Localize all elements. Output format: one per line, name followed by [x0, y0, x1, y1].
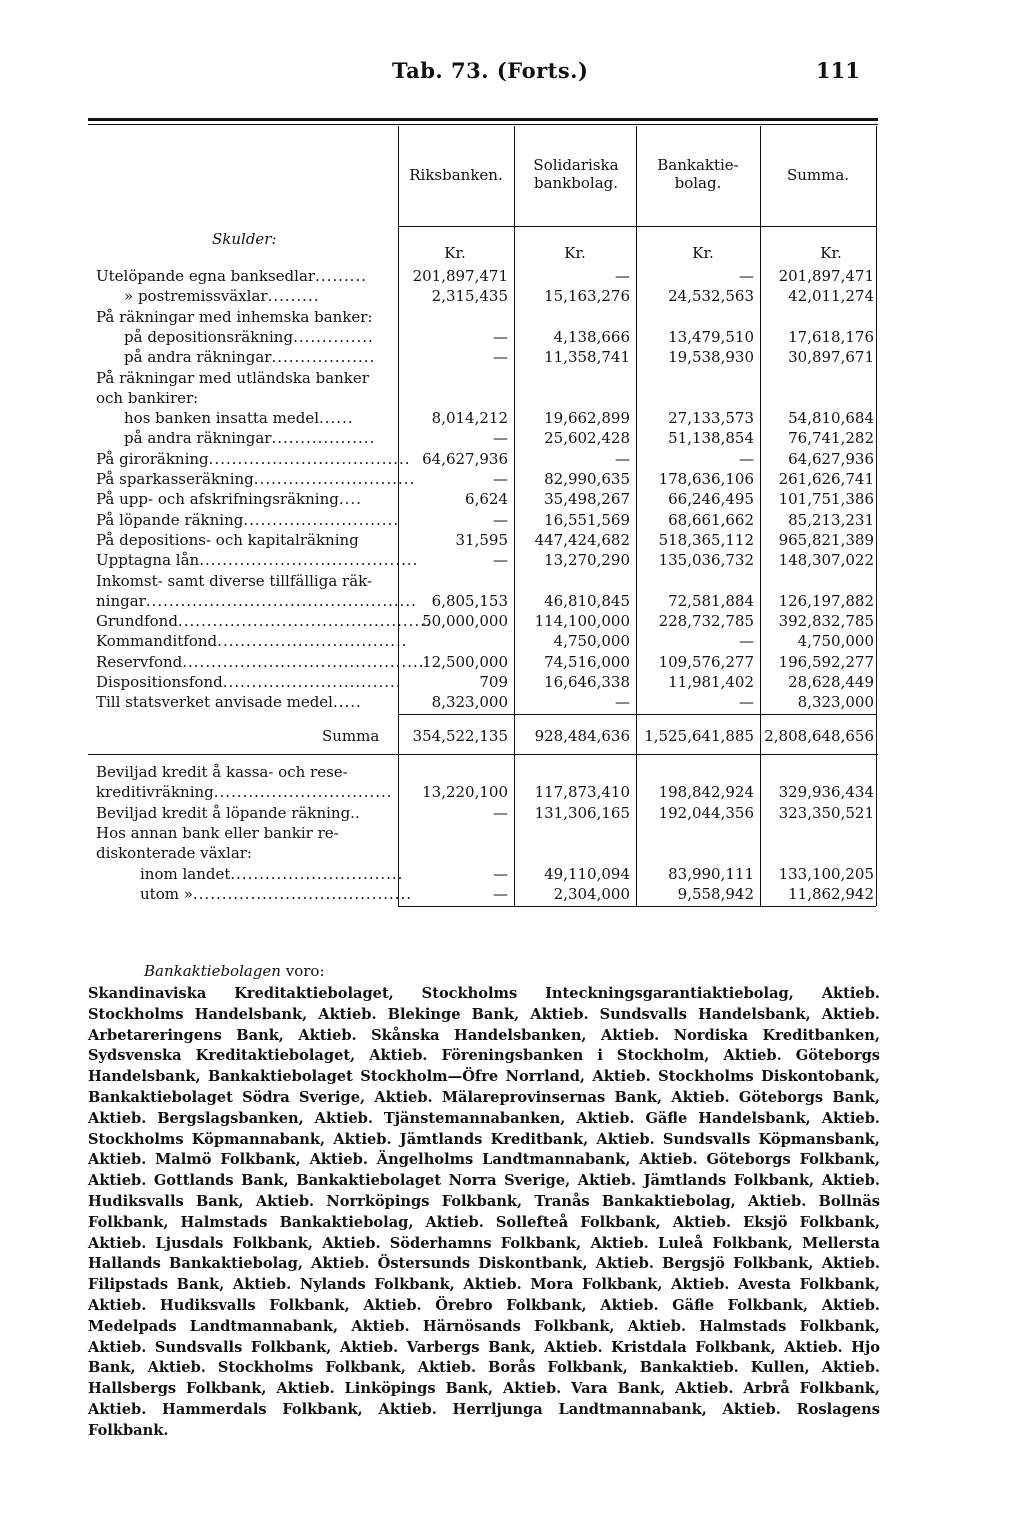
- cell-value: —: [493, 348, 508, 367]
- cell-value: 201,897,471: [778, 267, 874, 285]
- cell-value: 35,498,267: [544, 490, 630, 509]
- cell-value: —: [739, 449, 754, 468]
- row-label: [96, 530, 359, 551]
- col-header-summa: Summa.: [786, 166, 850, 184]
- row-label: [96, 307, 373, 328]
- row-label: [96, 368, 369, 389]
- row-leader-dots: ......: [319, 409, 354, 428]
- cell-value: 131,306,165: [534, 803, 630, 822]
- row-label-text: Beviljad kredit å kassa- och rese-: [96, 763, 348, 781]
- cell-value: 126,197,882: [778, 591, 874, 610]
- cell-value: —: [615, 449, 630, 468]
- cell-value: —: [493, 864, 508, 883]
- summa-label: Summa: [322, 727, 380, 745]
- row-label-text: Upptagna lån: [96, 551, 200, 570]
- cell-value: 228,732,785: [658, 612, 754, 631]
- row-leader-dots: ......................................: [199, 551, 419, 570]
- cell-value: 148,307,022: [778, 551, 874, 570]
- row-label: [96, 449, 411, 470]
- row-label: [96, 672, 402, 693]
- cell-value: 11,981,402: [668, 673, 754, 691]
- section-label-skulder: Skulder:: [212, 230, 277, 248]
- cell-value: 198,842,924: [658, 783, 754, 802]
- cell-value: 11,862,942: [788, 884, 874, 903]
- cell-value: 15,163,276: [544, 287, 630, 306]
- table-top-rule: [88, 118, 878, 121]
- cell-value: —: [493, 551, 508, 570]
- col-header-bankaktiebolag: Bankaktie-bolag.: [657, 156, 739, 192]
- row-label-text: På sparkasseräkning: [96, 470, 254, 488]
- row-label-text: Inkomst- samt diverse tillfälliga räk-: [96, 571, 373, 590]
- row-leader-dots: ...................................: [208, 449, 411, 468]
- summa-solidariska: 928,484,636: [534, 727, 630, 745]
- table-row: [96, 611, 876, 632]
- cell-value: —: [739, 267, 754, 285]
- row-label-text: inom landet: [140, 864, 231, 883]
- cell-value: 66,246,495: [668, 490, 754, 509]
- row-label-text: hos banken insatta medel: [124, 409, 319, 428]
- cell-value: 13,479,510: [668, 327, 754, 346]
- cell-value: 392,832,785: [778, 612, 874, 631]
- cell-value: —: [739, 693, 754, 712]
- cell-value: 12,500,000: [422, 652, 508, 671]
- row-label: [96, 843, 252, 864]
- cell-value: —: [493, 429, 508, 448]
- row-label-text: kreditivräkning: [96, 783, 214, 802]
- cell-value: 9,558,942: [677, 884, 754, 903]
- row-label-text: På depositions- och kapitalräkning: [96, 530, 359, 549]
- row-label-text: Utelöpande egna banksedlar: [96, 267, 316, 285]
- unit-kr: Kr.: [564, 244, 586, 262]
- cell-value: 54,810,684: [788, 409, 874, 428]
- cell-value: 135,036,732: [658, 551, 754, 570]
- row-label: [96, 550, 419, 571]
- cell-value: 196,592,277: [778, 652, 874, 671]
- cell-value: 2,304,000: [553, 884, 630, 903]
- row-label-text: ningar: [96, 591, 146, 610]
- unit-kr: Kr.: [820, 244, 842, 262]
- row-label: [96, 762, 348, 783]
- cell-value: 42,011,274: [788, 287, 874, 306]
- table-row: [96, 884, 876, 905]
- row-label: [96, 571, 372, 592]
- table-row: [96, 782, 876, 803]
- cell-value: 24,532,563: [668, 287, 754, 306]
- row-label: [96, 469, 416, 490]
- cell-value: 13,220,100: [422, 783, 508, 802]
- row-label: [96, 782, 393, 803]
- row-label: [140, 864, 404, 885]
- cell-value: 30,897,671: [788, 348, 874, 367]
- summa-total: 2,808,648,656: [764, 727, 874, 745]
- row-label: [124, 408, 354, 429]
- table-row: [96, 864, 876, 885]
- table-row: [96, 388, 876, 409]
- row-label-text: På giroräkning: [96, 449, 209, 468]
- col-rule-5: [876, 126, 877, 906]
- cell-value: 192,044,356: [658, 803, 754, 822]
- cell-value: 19,662,899: [544, 409, 630, 428]
- cell-value: —: [615, 267, 630, 285]
- cell-value: 16,646,338: [544, 673, 630, 691]
- cell-value: 11,358,741: [544, 348, 630, 367]
- row-label: [124, 347, 375, 368]
- table-row: [96, 692, 876, 713]
- row-label: [96, 388, 198, 409]
- row-label: [96, 631, 408, 652]
- note-title-italic: Bankaktiebolagen: [144, 962, 281, 980]
- cell-value: —: [493, 470, 508, 488]
- row-label-text: På upp- och afskrifningsräkning: [96, 490, 339, 509]
- cell-value: —: [615, 693, 630, 712]
- row-label-text: Kommanditfond: [96, 632, 218, 651]
- page-number: 111: [816, 58, 860, 83]
- table-row: [96, 408, 876, 429]
- cell-value: 25,602,428: [544, 429, 630, 448]
- row-label-text: utom »: [140, 884, 193, 903]
- summa-riksbanken: 354,522,135: [412, 727, 508, 745]
- table-row: [96, 428, 876, 449]
- cell-value: 6,624: [465, 490, 508, 509]
- table-row: [96, 347, 876, 368]
- row-label-text: På löpande räkning: [96, 510, 244, 529]
- cell-value: —: [493, 510, 508, 529]
- cell-value: 965,821,389: [778, 530, 874, 549]
- cell-value: 261,626,741: [778, 470, 874, 488]
- table-row: [96, 803, 876, 824]
- row-leader-dots: ..............: [293, 327, 374, 346]
- cell-value: 74,516,000: [544, 652, 630, 671]
- cell-value: 178,636,106: [658, 470, 754, 488]
- cell-value: 8,014,212: [431, 409, 508, 428]
- row-label: [124, 428, 375, 449]
- row-label-text: på andra räkningar: [124, 348, 272, 367]
- table-row: [96, 762, 876, 783]
- cell-value: —: [493, 884, 508, 903]
- row-leader-dots: ......................................: [192, 884, 413, 903]
- summa-rule: [398, 714, 876, 715]
- cell-value: 64,627,936: [788, 449, 874, 468]
- summa-bankaktiebolag: 1,525,641,885: [644, 727, 754, 745]
- summa-row: [96, 726, 876, 747]
- unit-kr: Kr.: [444, 244, 466, 262]
- row-leader-dots: ...............................: [213, 783, 393, 802]
- row-label-text: Dispositionsfond: [96, 673, 223, 691]
- row-leader-dots: ..............................: [230, 864, 404, 883]
- row-leader-dots: ............................................: [177, 612, 432, 631]
- table-row: [96, 368, 876, 389]
- table-row: [96, 327, 876, 348]
- table-row: [96, 286, 876, 307]
- row-leader-dots: .....: [332, 693, 362, 712]
- row-label: [96, 489, 362, 510]
- row-leader-dots: ..................: [271, 348, 376, 367]
- row-label-text: diskonterade växlar:: [96, 844, 252, 863]
- row-label: [96, 803, 360, 824]
- note-paragraph: Skandinaviska Kreditaktiebolaget, Stockholms Inteckningsgarantiaktiebolag, Aktieb. Stockholms Handelsbank, Aktieb. Blekinge Bank, Aktieb. Sundsvalls Handelsbank, Aktieb. Arbetareringens Bank, Aktieb. Skånska Handelsbanken, Aktieb. Nordiska Kreditbanken, Sydsvenska Kreditaktiebolaget, Aktieb. Föreningsbanken i Stockholm, Aktieb. Göteborgs Handelsbank, Bankaktiebolaget Stockholm—Öfre Norrland, Aktieb. Stockholms Diskontobank, Bankaktiebolaget Södra Sverige, Aktieb. Mälareprovinsernas Bank, Aktieb. Göteborgs Bank, Aktieb. Bergslagsbanken, Aktieb. Tjänstemannabanken, Aktieb. Gäfle Handelsbank, Aktieb. Stockholms Köpmannabank, Aktieb. Jämtlands Kreditbank, Aktieb. Sundsvalls Köpmansbank, Aktieb. Malmö Folkbank, Aktieb. Ängelholms Landtmannabank, Aktieb. Göteborgs Folkbank, Aktieb. Gottlands Bank, Bankaktiebolaget Norra Sverige, Aktieb. Jämtlands Folkbank, Aktieb. Hudiksvalls Bank, Aktieb. Norrköpings Folkbank, Tranås Bankaktiebolag, Aktieb. Bollnäs Folkbank, Halmstads Bankaktiebolag, Aktieb. Sollefteå Folkbank, Aktieb. Eksjö Folkbank, Aktieb. Ljusdals Folkbank, Aktieb. Söderhamns Folkbank, Aktieb. Luleå Folkbank, Mellersta Hallands Bankaktiebolag, Aktieb. Östersunds Diskontbank, Aktieb. Bergsjö Folkbank, Aktieb. Filipstads Bank, Aktieb. Nylands Folkbank, Aktieb. Mora Folkbank, Aktieb. Avesta Folkbank, Aktieb. Hudiksvalls Folkbank, Aktieb. Örebro Folkbank, Aktieb. Gäfle Folkbank, Aktieb. Medelpads Landtmannabank, Aktieb. Härnösands Folkbank, Aktieb. Halmstads Folkbank, Aktieb. Sundsvalls Folkbank, Aktieb. Varbergs Bank, Aktieb. Kristdala Folkbank, Aktieb. Hjo Bank, Aktieb. Stockholms Folkbank, Aktieb. Borås Folkbank, Bankaktieb. Kullen, Aktieb. Hallsbergs Folkbank, Aktieb. Linköpings Bank, Aktieb. Vara Bank, Aktieb. Arbrå Folkbank, Aktieb. Hammerdals Folkbank, Aktieb. Herrljunga Landtmannabank, Aktieb. Roslagens Folkbank.: [88, 985, 880, 1439]
- row-leader-dots: .................................: [217, 632, 408, 651]
- note-title: [144, 962, 325, 980]
- row-label: [96, 823, 339, 844]
- table-row: [96, 530, 876, 551]
- row-leader-dots: ............................: [253, 470, 416, 488]
- cell-value: 49,110,094: [544, 864, 630, 883]
- cell-value: 16,551,569: [544, 510, 630, 529]
- table-row: [96, 672, 876, 693]
- row-label-text: » postremissväxlar: [124, 287, 268, 306]
- row-label-text: och bankirer:: [96, 388, 199, 407]
- cell-value: 4,750,000: [797, 632, 874, 651]
- cell-value: 64,627,936: [422, 449, 508, 468]
- cell-value: 6,805,153: [431, 591, 508, 610]
- table-bottom-rule: [398, 906, 876, 907]
- cell-value: 83,990,111: [668, 864, 754, 883]
- row-label: [124, 327, 374, 348]
- cell-value: 19,538,930: [668, 348, 754, 367]
- row-leader-dots: .........: [267, 287, 320, 306]
- cell-value: 101,751,386: [778, 490, 874, 509]
- cell-value: 27,133,573: [668, 409, 754, 428]
- table-row: [96, 550, 876, 571]
- table-row: [96, 652, 876, 673]
- cell-value: 133,100,205: [778, 864, 874, 883]
- cell-value: 8,323,000: [797, 693, 874, 712]
- cell-value: 109,576,277: [658, 652, 754, 671]
- cell-value: 85,213,231: [788, 510, 874, 529]
- cell-value: 76,741,282: [788, 429, 874, 448]
- row-label-text: På räkningar med inhemska banker:: [96, 307, 373, 326]
- row-label: [96, 266, 367, 287]
- page-header-title: Tab. 73. (Forts.): [392, 58, 589, 83]
- row-leader-dots: ...........................: [243, 510, 400, 529]
- row-label-text: Grundfond: [96, 612, 178, 631]
- note-title-rest: voro:: [280, 962, 325, 980]
- col-header-solidariska: Solidariska bankbolag.: [533, 156, 619, 192]
- cell-value: 2,315,435: [431, 287, 508, 306]
- cell-value: 50,000,000: [422, 612, 508, 631]
- cell-value: 46,810,845: [544, 591, 630, 610]
- row-label: [124, 286, 319, 307]
- cell-value: 447,424,682: [534, 530, 630, 549]
- summa-bottom-rule: [88, 754, 878, 755]
- cell-value: —: [493, 327, 508, 346]
- row-label: [96, 611, 432, 632]
- cell-value: 323,350,521: [778, 803, 874, 822]
- cell-value: 72,581,884: [668, 591, 754, 610]
- cell-value: 518,365,112: [658, 530, 754, 549]
- col-header-riksbanken: Riksbanken.: [409, 166, 503, 184]
- row-leader-dots: ...............................................: [145, 591, 417, 610]
- table-row: [96, 449, 876, 470]
- row-label-text: Beviljad kredit å löpande räkning..: [96, 803, 360, 822]
- table-row: [96, 307, 876, 328]
- cell-value: 117,873,410: [534, 783, 630, 802]
- table-row: [96, 843, 876, 864]
- table-row: [96, 266, 876, 287]
- table-row: [96, 823, 876, 844]
- table-top-rule-thin: [88, 124, 878, 125]
- cell-value: 4,750,000: [553, 632, 630, 651]
- row-label-text: På räkningar med utländska banker: [96, 368, 369, 387]
- row-label: [140, 884, 413, 905]
- cell-value: 13,270,290: [544, 551, 630, 570]
- header-bottom-rule: [398, 226, 876, 227]
- cell-value: 709: [479, 673, 508, 691]
- row-leader-dots: .........: [315, 267, 367, 285]
- cell-value: 114,100,000: [534, 612, 630, 631]
- cell-value: 51,138,854: [668, 429, 754, 448]
- row-label-text: Reservfond: [96, 652, 183, 671]
- unit-kr: Kr.: [692, 244, 714, 262]
- table-row: [96, 591, 876, 612]
- cell-value: 201,897,471: [412, 267, 508, 285]
- row-label: [96, 652, 431, 673]
- cell-value: 17,618,176: [788, 327, 874, 346]
- cell-value: —: [493, 803, 508, 822]
- cell-value: 28,628,449: [788, 673, 874, 691]
- cell-value: 31,595: [455, 530, 508, 549]
- table-row: [96, 631, 876, 652]
- row-label-text: på andra räkningar: [124, 429, 272, 448]
- cell-value: 329,936,434: [778, 783, 874, 802]
- cell-value: 4,138,666: [553, 327, 630, 346]
- cell-value: 68,661,662: [668, 510, 754, 529]
- cell-value: 8,323,000: [431, 693, 508, 712]
- row-label: [96, 692, 362, 713]
- row-leader-dots: ...........................................: [182, 652, 431, 671]
- row-label-text: på depositionsräkning: [124, 327, 294, 346]
- cell-value: 82,990,635: [544, 470, 630, 488]
- row-label-text: Hos annan bank eller bankir re-: [96, 823, 339, 842]
- table-row: [96, 469, 876, 490]
- table-row: [96, 571, 876, 592]
- table-row: [96, 510, 876, 531]
- row-label: [96, 591, 417, 612]
- row-leader-dots: ...............................: [222, 673, 402, 691]
- row-label: [96, 510, 400, 531]
- row-leader-dots: ....: [338, 490, 362, 509]
- cell-value: —: [739, 632, 754, 651]
- row-label-text: Till statsverket anvisade medel: [96, 693, 333, 712]
- table-row: [96, 489, 876, 510]
- row-leader-dots: ..................: [271, 429, 376, 448]
